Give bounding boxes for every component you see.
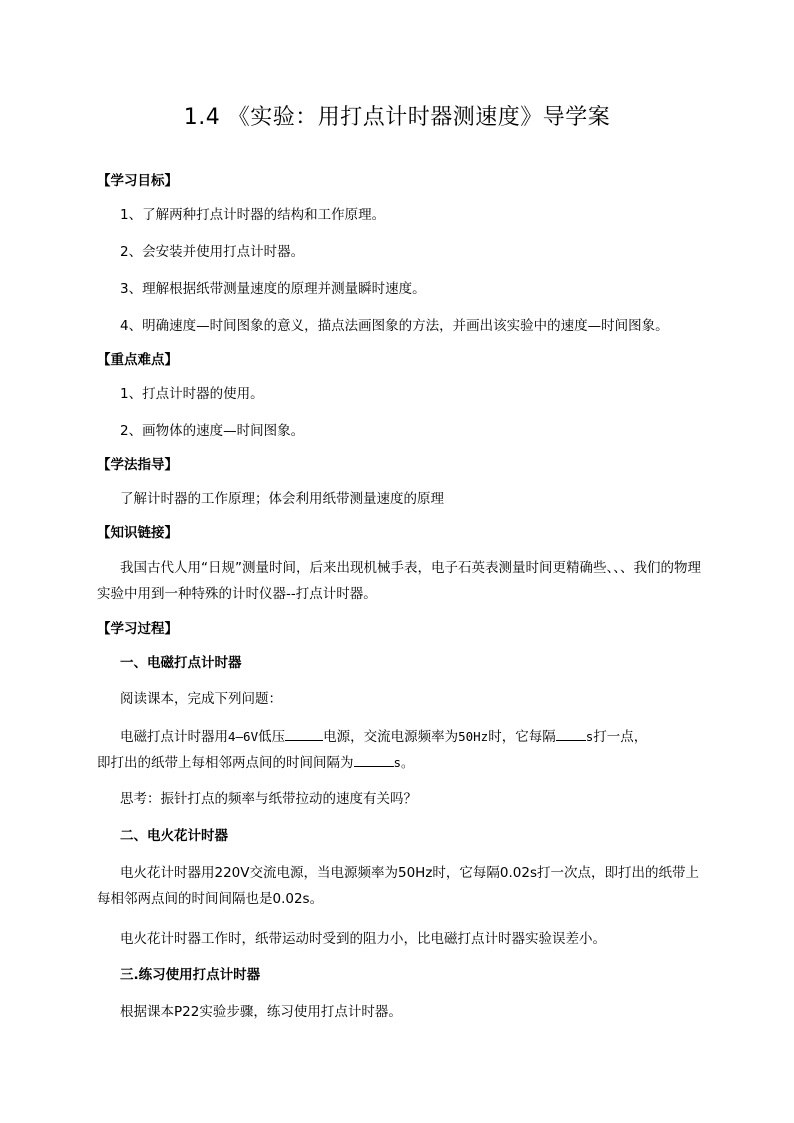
fill-blank-line-2 [97,753,414,772]
process-heading: 【学习过程】 [97,621,178,637]
blank-interval[interactable] [556,727,586,741]
key-point-item-1: 1、打点计时器的使用。 [120,386,264,402]
part1-think: 思考：振针打点的频率与纸带拉动的速度有关吗？ [120,791,417,807]
fill-text-g: s [585,729,594,744]
fill-text-j: s。 [393,755,414,770]
part1-title: 一、电磁打点计时器 [120,655,242,671]
fill-text-i: 即打出的纸带上每相邻两点间的时间间隔为 [97,755,354,771]
fill-blank-line-1 [120,727,647,746]
goals-heading: 【学习目标】 [97,173,178,189]
part3-title: 三.练习使用打点计时器 [120,967,261,983]
method-text: 了解计时器的工作原理；体会利用纸带测量速度的原理 [120,491,444,507]
part3-text: 根据课本P22实验步骤，练习使用打点计时器。 [120,1004,402,1020]
method-heading: 【学法指导】 [97,457,178,473]
goal-item-3: 3、理解根据纸带测量速度的原理并测量瞬时速度。 [120,281,426,297]
key-points-heading: 【重点难点】 [97,352,178,368]
part2-title: 二、电火花计时器 [120,828,228,844]
key-point-item-2: 2、画物体的速度—时间图象。 [120,423,305,439]
part2-text2: 电火花计时器工作时，纸带运动时受到的阻力小，比电磁打点计时器实验误差小。 [120,931,606,947]
knowledge-text: 我国古代人用“日规”测量时间，后来出现机械手表，电子石英表测量时间更精确些、、、我们的物理实验中用到一种特殊的计时仪器--打点计时器。 [97,560,701,602]
fill-text-h: 打一点， [593,729,648,745]
fill-text-d: 电源，交流电源频率为 [323,729,459,745]
fill-text-e: 50Hz [458,729,489,744]
blank-time-interval[interactable] [354,753,394,767]
blank-power-type[interactable] [285,727,323,741]
fill-text-c: 低压 [258,729,286,745]
page-title: 1.4 《实验：用打点计时器测速度》导学案 [183,105,611,130]
part2-text1: 电火花计时器用220V交流电源，当电源频率为50Hz时，它每隔0.02s打一次点，即打出的纸带上每相邻两点间的时间间隔也是0.02s。 [97,865,700,907]
goal-item-1: 1、了解两种打点计时器的结构和工作原理。 [120,207,386,223]
goal-item-4: 4、明确速度—时间图象的意义，描点法画图象的方法，并画出该实验中的速度—时间图象。 [120,318,669,334]
fill-text-b: 4—6V [228,729,259,744]
fill-text-a: 电磁打点计时器用 [120,729,228,745]
goal-item-2: 2、会安装并使用打点计时器。 [120,244,305,260]
fill-text-f: 时，它每隔 [488,729,556,745]
knowledge-heading: 【知识链接】 [97,525,178,541]
part1-intro: 阅读课本，完成下列问题： [120,691,282,707]
